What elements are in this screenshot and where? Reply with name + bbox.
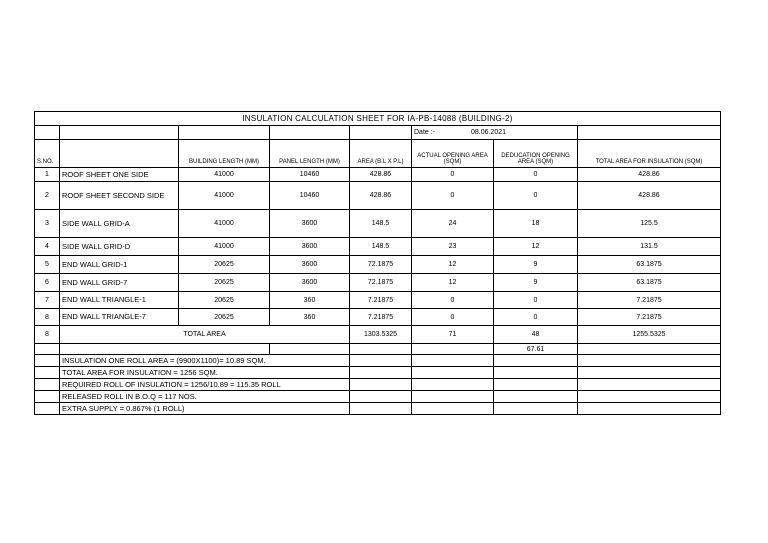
note-released-roll: RELEASED ROLL IN B.O.Q = 117 NOS. (60, 391, 350, 403)
row-area: 72.1875 (350, 256, 412, 274)
row-panel-length: 10460 (270, 182, 350, 210)
row-area: 7.21875 (350, 309, 412, 326)
row-sno: 4 (35, 238, 60, 256)
date-value: 08.06.2021 (470, 129, 507, 136)
row-panel-length: 3600 (270, 256, 350, 274)
row-building-length: 20625 (179, 309, 270, 326)
table-row (35, 309, 721, 326)
row-building-length: 20625 (179, 256, 270, 274)
row-total-area: 7.21875 (578, 292, 721, 309)
row-sno: 3 (35, 210, 60, 238)
total-sno: 8 (35, 326, 60, 344)
row-sno: 1 (35, 168, 60, 182)
row-total-area: 131.5 (578, 238, 721, 256)
row-area: 148.5 (350, 210, 412, 238)
total-insulation-area: 1255.5325 (578, 326, 721, 344)
row-actual-opening: 0 (412, 182, 494, 210)
row-deduction-opening: 18 (494, 210, 578, 238)
note-required-roll: REQUIRED ROLL OF INSULATION = 1256/10.89 = 115.35 ROLL (60, 379, 350, 391)
row-description: END WALL TRIANGLE-1 (60, 292, 179, 309)
insulation-calculation-table (34, 111, 721, 415)
deduction-adjusted-value: 67.61 (494, 344, 578, 355)
row-total-area: 7.21875 (578, 309, 721, 326)
row-actual-opening: 12 (412, 274, 494, 292)
table-row (35, 210, 721, 238)
row-actual-opening: 0 (412, 168, 494, 182)
row-panel-length: 3600 (270, 238, 350, 256)
row-building-length: 41000 (179, 168, 270, 182)
row-total-area: 63.1875 (578, 274, 721, 292)
header-panel-length: PANEL LENGTH (MM) (270, 140, 350, 168)
row-actual-opening: 12 (412, 256, 494, 274)
table-row (35, 256, 721, 274)
date-label: Date :- (414, 129, 436, 136)
header-total-area: TOTAL AREA FOR INSULATION (SQM) (578, 140, 721, 168)
row-deduction-opening: 0 (494, 168, 578, 182)
total-actual-opening: 71 (412, 326, 494, 344)
row-description: SIDE WALL GRID-A (60, 210, 179, 238)
note-extra-supply: EXTRA SUPPLY = 0.867% (1 ROLL) (60, 403, 350, 415)
row-description: END WALL TRIANGLE-7 (60, 309, 179, 326)
table-row (35, 238, 721, 256)
header-area: AREA (B.L X P.L) (350, 140, 412, 168)
row-area: 428.86 (350, 168, 412, 182)
row-actual-opening: 0 (412, 292, 494, 309)
row-total-area: 428.86 (578, 182, 721, 210)
row-area: 148.5 (350, 238, 412, 256)
row-deduction-opening: 0 (494, 292, 578, 309)
row-panel-length: 10460 (270, 168, 350, 182)
row-deduction-opening: 9 (494, 256, 578, 274)
header-actual-opening: ACTUAL OPENING AREA (SQM) (412, 140, 494, 168)
total-area: 1303.5325 (350, 326, 412, 344)
total-row (35, 326, 721, 344)
row-building-length: 41000 (179, 182, 270, 210)
row-description: SIDE WALL GRID-D (60, 238, 179, 256)
row-area: 7.21875 (350, 292, 412, 309)
row-building-length: 20625 (179, 292, 270, 309)
row-description: ROOF SHEET ONE SIDE (60, 168, 179, 182)
header-sno: S.NO. (35, 140, 60, 168)
row-sno: 7 (35, 292, 60, 309)
row-sno: 2 (35, 182, 60, 210)
row-building-length: 41000 (179, 210, 270, 238)
row-actual-opening: 0 (412, 309, 494, 326)
row-description: END WALL GRID-7 (60, 274, 179, 292)
row-deduction-opening: 12 (494, 238, 578, 256)
row-deduction-opening: 0 (494, 182, 578, 210)
note-roll-area: INSULATION ONE ROLL AREA = (9900X1100)= 10.89 SQM. (60, 355, 350, 367)
sheet-title: INSULATION CALCULATION SHEET FOR IA-PB-14088 (BUILDING-2) (35, 112, 721, 126)
row-panel-length: 3600 (270, 210, 350, 238)
total-label: TOTAL AREA (60, 326, 350, 344)
row-sno: 8 (35, 309, 60, 326)
row-panel-length: 360 (270, 292, 350, 309)
date-cell (412, 126, 578, 140)
row-description: END WALL GRID-1 (60, 256, 179, 274)
row-total-area: 63.1875 (578, 256, 721, 274)
row-deduction-opening: 0 (494, 309, 578, 326)
table-row (35, 168, 721, 182)
row-building-length: 41000 (179, 238, 270, 256)
note-total-area: TOTAL AREA FOR INSULATION = 1256 SQM. (60, 367, 350, 379)
row-building-length: 20625 (179, 274, 270, 292)
header-deduction-opening: DEDUCATION OPENING AREA (SQM) (494, 140, 578, 168)
row-panel-length: 360 (270, 309, 350, 326)
row-area: 428.86 (350, 182, 412, 210)
table-row (35, 292, 721, 309)
row-actual-opening: 24 (412, 210, 494, 238)
row-description: ROOF SHEET SECOND SIDE (60, 182, 179, 210)
row-sno: 6 (35, 274, 60, 292)
row-sno: 5 (35, 256, 60, 274)
header-building-length: BUILDING LENGTH (MM) (179, 140, 270, 168)
table-row (35, 182, 721, 210)
table-row (35, 274, 721, 292)
row-area: 72.1875 (350, 274, 412, 292)
row-actual-opening: 23 (412, 238, 494, 256)
total-deduction-opening: 48 (494, 326, 578, 344)
row-total-area: 125.5 (578, 210, 721, 238)
row-deduction-opening: 9 (494, 274, 578, 292)
row-total-area: 428.86 (578, 168, 721, 182)
row-panel-length: 3600 (270, 274, 350, 292)
